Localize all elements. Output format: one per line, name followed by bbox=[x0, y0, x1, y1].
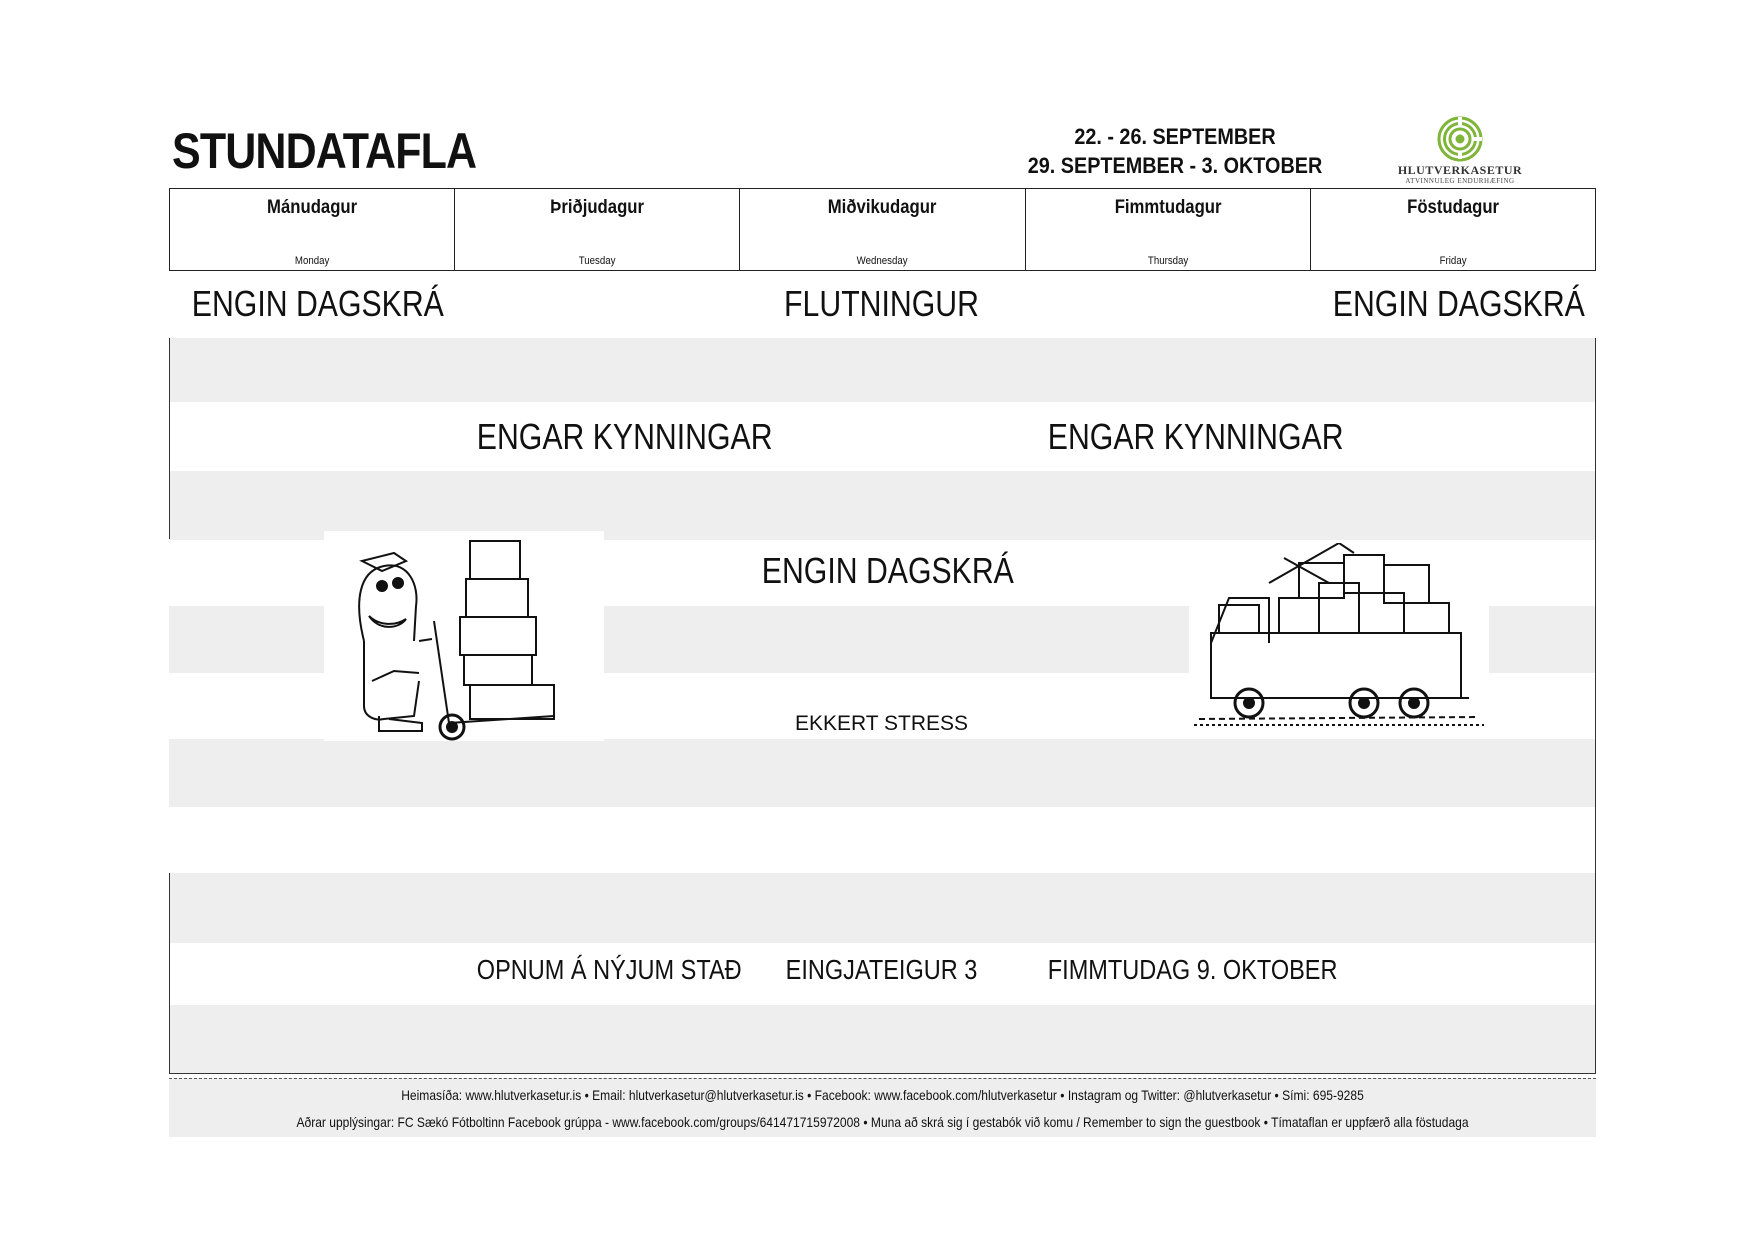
day-name-is: Þriðjudagur bbox=[550, 197, 645, 218]
day-header-friday bbox=[1311, 189, 1595, 270]
footer-info-line: Aðrar upplýsingar: FC Sækó Fótboltinn Facebook grúppa - www.facebook.com/groups/641471715972008 • Muna að skrá sig í gestabók við komu / Remember to sign the guestbook • Tímataflan er uppfærð alla föstudaga bbox=[296, 1114, 1469, 1130]
day-name-en: Thursday bbox=[1147, 255, 1188, 267]
date-range-week1: 22. - 26. SEPTEMBER bbox=[1074, 124, 1276, 149]
new-address: EINGJATEIGUR 3 bbox=[785, 954, 978, 985]
day-header-monday bbox=[170, 189, 455, 270]
day-name-en: Wednesday bbox=[857, 255, 908, 267]
day-name-en: Friday bbox=[1439, 255, 1467, 267]
page-title: STUNDATAFLA bbox=[172, 123, 477, 179]
day-name-is: Fimmtudagur bbox=[1114, 197, 1222, 218]
day-name-is: Miðvikudagur bbox=[828, 197, 937, 218]
grid-stripe bbox=[169, 739, 1596, 807]
truck-illustration-area bbox=[1189, 543, 1489, 733]
day-name-en: Tuesday bbox=[578, 255, 616, 267]
grid-right-border bbox=[1595, 338, 1596, 1074]
day-name-is: Föstudagur bbox=[1406, 197, 1499, 218]
friday-status: ENGIN DAGSKRÁ bbox=[1332, 283, 1585, 324]
day-header-thursday bbox=[1026, 189, 1311, 270]
day-name-is: Mánudagur bbox=[267, 197, 358, 218]
thursday-presentations: ENGAR KYNNINGAR bbox=[1047, 416, 1344, 457]
day-header-tuesday bbox=[455, 189, 740, 270]
reopening-note: OPNUM Á NÝJUM STAÐ bbox=[476, 954, 742, 985]
grid-stripe bbox=[169, 338, 1596, 402]
mover-illustration-area bbox=[324, 531, 604, 741]
no-stress-note: EKKERT STRESS bbox=[794, 712, 969, 735]
loaded-truck-icon bbox=[1189, 543, 1489, 733]
schedule-grid bbox=[169, 271, 1596, 1073]
day-header-wednesday bbox=[740, 189, 1025, 270]
reopening-date: FIMMTUDAG 9. OKTOBER bbox=[1047, 954, 1338, 985]
date-range bbox=[1027, 122, 1324, 180]
grid-stripe bbox=[169, 1005, 1596, 1073]
footer bbox=[169, 1078, 1596, 1137]
mover-with-boxes-icon bbox=[324, 531, 604, 741]
logo-name: HLUTVERKASETUR bbox=[1397, 163, 1523, 177]
wednesday-status: FLUTNINGUR bbox=[784, 283, 979, 324]
logo-tagline: ATVINNULEG ENDURHÆFING bbox=[1405, 177, 1515, 185]
tuesday-presentations: ENGAR KYNNINGAR bbox=[476, 416, 773, 457]
grid-left-border bbox=[169, 338, 170, 539]
footer-contact-line: Heimasíða: www.hlutverkasetur.is • Email: hlutverkasetur@hlutverkasetur.is • Facebook: www.facebook.com/hlutverkasetur • Instagram og Twitter: @hlutverkasetur • Sími: 695-9285 bbox=[401, 1087, 1364, 1103]
grid-bottom-border bbox=[169, 1073, 1596, 1074]
monday-status: ENGIN DAGSKRÁ bbox=[191, 283, 444, 324]
center-no-schedule: ENGIN DAGSKRÁ bbox=[761, 550, 1014, 591]
logo bbox=[1390, 116, 1530, 185]
date-range-week2: 29. SEPTEMBER - 3. OKTOBER bbox=[1027, 153, 1323, 178]
labyrinth-logo-icon bbox=[1437, 116, 1483, 162]
grid-stripe bbox=[169, 873, 1596, 943]
grid-left-border bbox=[169, 873, 170, 1074]
weekday-header bbox=[169, 188, 1596, 271]
grid-stripe bbox=[169, 471, 1596, 540]
day-name-en: Monday bbox=[294, 255, 330, 267]
